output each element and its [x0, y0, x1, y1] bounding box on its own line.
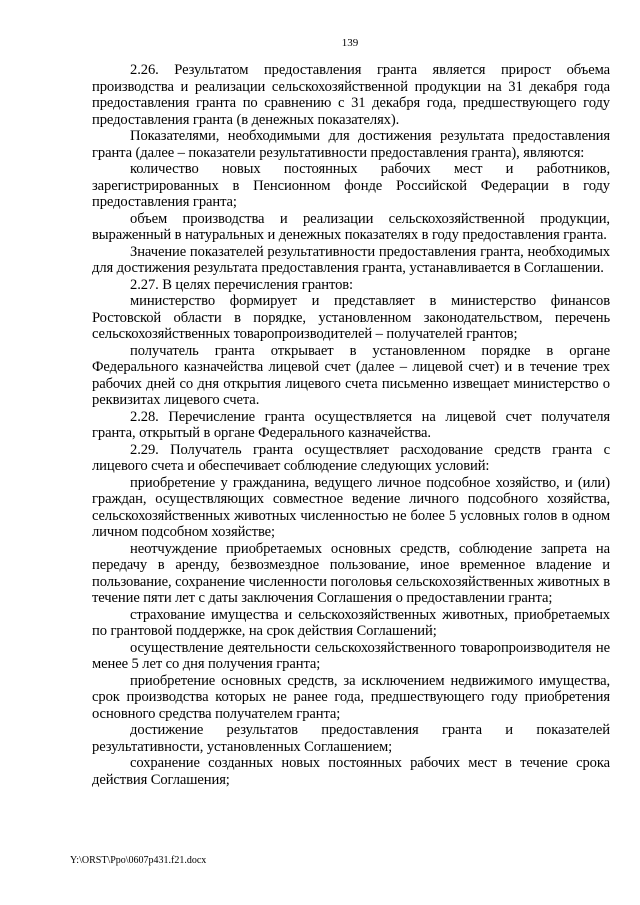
paragraph-condition-non-alienation: неотчуждение приобретаемых основных средств, соблюдение запрета на передачу в аренду, безвозмездное пользование, иное временное владение и пользование, сохранение численности поголовья сельскохозяйственных животных в течение пяти лет с даты заключения Соглашения о предоставлении гранта;	[92, 540, 610, 606]
paragraph-condition-insurance: страхование имущества и сельскохозяйственных животных, приобретаемых по грантовой поддержке, на срок действия Соглашений;	[92, 606, 610, 639]
paragraph-indicator-jobs: количество новых постоянных рабочих мест и работников, зарегистрированных в Пенсионном фонде Российской Федерации в году предоставления гранта;	[92, 161, 610, 210]
paragraph-indicator-volume: объем производства и реализации сельскохозяйственной продукции, выраженный в натуральных и денежных показателях в году предоставления гранта.	[92, 210, 610, 243]
paragraph-2-26: 2.26. Результатом предоставления гранта является прирост объема производства и реализации сельскохозяйственной продукции на 31 декабря года предоставления гранта по сравнению с 31 декабря года, предшествующего году предоставления гранта (в денежных показателях).	[92, 62, 610, 128]
page-number: 139	[341, 37, 359, 49]
document-body	[92, 62, 610, 788]
paragraph-indicator-value: Значение показателей результативности предоставления гранта, необходимых для достижения результата предоставления гранта, устанавливается в Соглашении.	[92, 243, 610, 276]
paragraph-condition-jobs: сохранение созданных новых постоянных рабочих мест в течение срока действия Соглашения;	[92, 755, 610, 788]
footer-file-path: Y:\ORST\Ppo\0607p431.f21.docx	[70, 855, 207, 866]
paragraph-ministry-list: министерство формирует и представляет в министерство финансов Ростовской области в порядке, установленном законодательством, перечень сельскохозяйственных товаропроизводителей – получателей грантов;	[92, 293, 610, 342]
paragraph-recipient-account: получатель гранта открывает в установленном порядке в органе Федерального казначейства лицевой счет (далее – лицевой счет) и в течение трех рабочих дней со дня открытия лицевого счета письменно извещает министерство о реквизитах лицевого счета.	[92, 342, 610, 408]
paragraph-condition-fixed-assets: приобретение основных средств, за исключением недвижимого имущества, срок производства которых не ранее года, предшествующего году приобретения основного средства получателем гранта;	[92, 672, 610, 722]
paragraph-condition-activity: осуществление деятельности сельскохозяйственного товаропроизводителя не менее 5 лет со дня получения гранта;	[92, 639, 610, 672]
paragraph-2-27: 2.27. В целях перечисления грантов:	[130, 276, 354, 293]
paragraph-2-29: 2.29. Получатель гранта осуществляет расходование средств гранта с лицевого счета и обеспечивает соблюдение следующих условий:	[92, 441, 610, 474]
paragraph-2-28: 2.28. Перечисление гранта осуществляется на лицевой счет получателя гранта, открытый в органе Федерального казначейства.	[92, 408, 610, 441]
paragraph-condition-results: достижение результатов предоставления гранта и показателей результативности, установленных Соглашением;	[92, 722, 610, 755]
paragraph-indicators-intro: Показателями, необходимыми для достижения результата предоставления гранта (далее – показатели результативности предоставления гранта), являются:	[92, 128, 610, 161]
paragraph-condition-purchase: приобретение у гражданина, ведущего личное подсобное хозяйство, и (или) граждан, осуществляющих совместное ведение личного подсобного хозяйства, сельскохозяйственных животных численностью не более 5 условных голов в одном личном подсобном хозяйстве;	[92, 474, 610, 540]
